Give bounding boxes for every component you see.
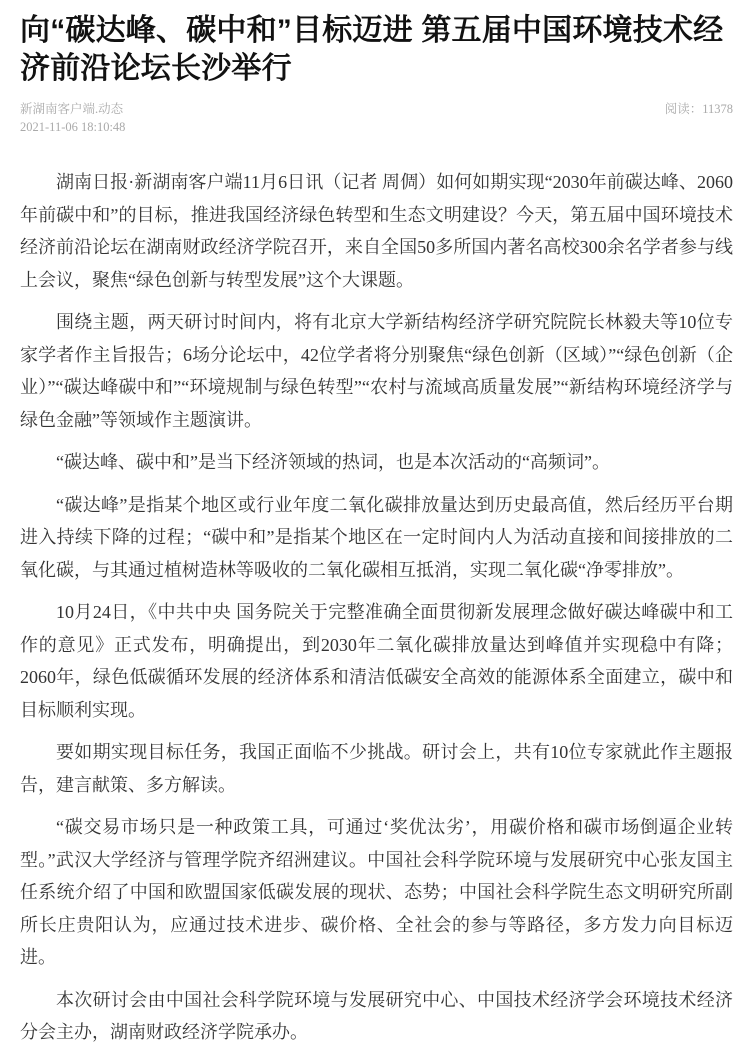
article-source[interactable]: 新湖南客户端.动态 <box>20 102 124 116</box>
paragraph: “碳达峰、碳中和”是当下经济领域的热词，也是本次活动的“高频词”。 <box>56 452 610 472</box>
paragraph: 湖南日报·新湖南客户端11月6日讯（记者 周倜）如何如期实现“2030年前碳达峰、2060年前碳中和”的目标，推进我国经济绿色转型和生态文明建设？今天，第五届中国环境技术经济前沿论坛在湖南财政经济学院召开，来自全国50多所国内著名高校300余名学者参与线上会议，聚焦“绿色创新与转型发展”这个大课题。 <box>20 172 733 290</box>
paragraph: 围绕主题，两天研讨时间内，将有北京大学新结构经济学研究院院长林毅夫等10位专家学者作主旨报告；6场分论坛中，42位学者将分别聚焦“绿色创新（区域）”“绿色创新（企业）”“碳达峰碳中和”“环境规制与绿色转型”“农村与流域高质量发展”“新结构环境经济学与绿色金融”等领域作主题演讲。 <box>20 312 733 430</box>
paragraph: “碳交易市场只是一种政策工具，可通过‘奖优汰劣’，用碳价格和碳市场倒逼企业转型。”武汉大学经济与管理学院齐绍洲建议。中国社会科学院环境与发展研究中心张友国主任系统介绍了中国和欧盟国家低碳发展的现状、态势；中国社会科学院生态文明研究所副所长庄贵阳认为，应通过技术进步、碳价格、全社会的参与等路径，多方发力向目标迈进。 <box>20 817 733 967</box>
article-meta <box>20 100 733 118</box>
article-body <box>20 166 733 1049</box>
article <box>0 12 753 1049</box>
paragraph: 10月24日，《中共中央 国务院关于完整准确全面贯彻新发展理念做好碳达峰碳中和工作的意见》正式发布，明确提出，到2030年二氧化碳排放量达到峰值并实现稳中有降；2060年，绿色低碳循环发展的经济体系和清洁低碳安全高效的能源体系全面建立，碳中和目标顺利实现。 <box>20 602 733 720</box>
paragraph: “碳达峰”是指某个地区或行业年度二氧化碳排放量达到历史最高值，然后经历平台期进入持续下降的过程；“碳中和”是指某个地区在一定时间内人为活动直接和间接排放的二氧化碳，与其通过植树造林等吸收的二氧化碳相互抵消，实现二氧化碳“净零排放”。 <box>20 494 733 580</box>
publish-datetime: 2021-11-06 18:10:48 <box>20 120 126 134</box>
read-count: 阅读：11378 <box>664 102 733 116</box>
article-title: 向“碳达峰、碳中和”目标迈进 第五届中国环境技术经济前沿论坛长沙举行 <box>20 14 724 85</box>
paragraph: 要如期实现目标任务，我国正面临不少挑战。研讨会上，共有10位专家就此作主题报告，建言献策、多方解读。 <box>20 742 733 795</box>
paragraph: 本次研讨会由中国社会科学院环境与发展研究中心、中国技术经济学会环境技术经济分会主办，湖南财政经济学院承办。 <box>20 989 733 1042</box>
